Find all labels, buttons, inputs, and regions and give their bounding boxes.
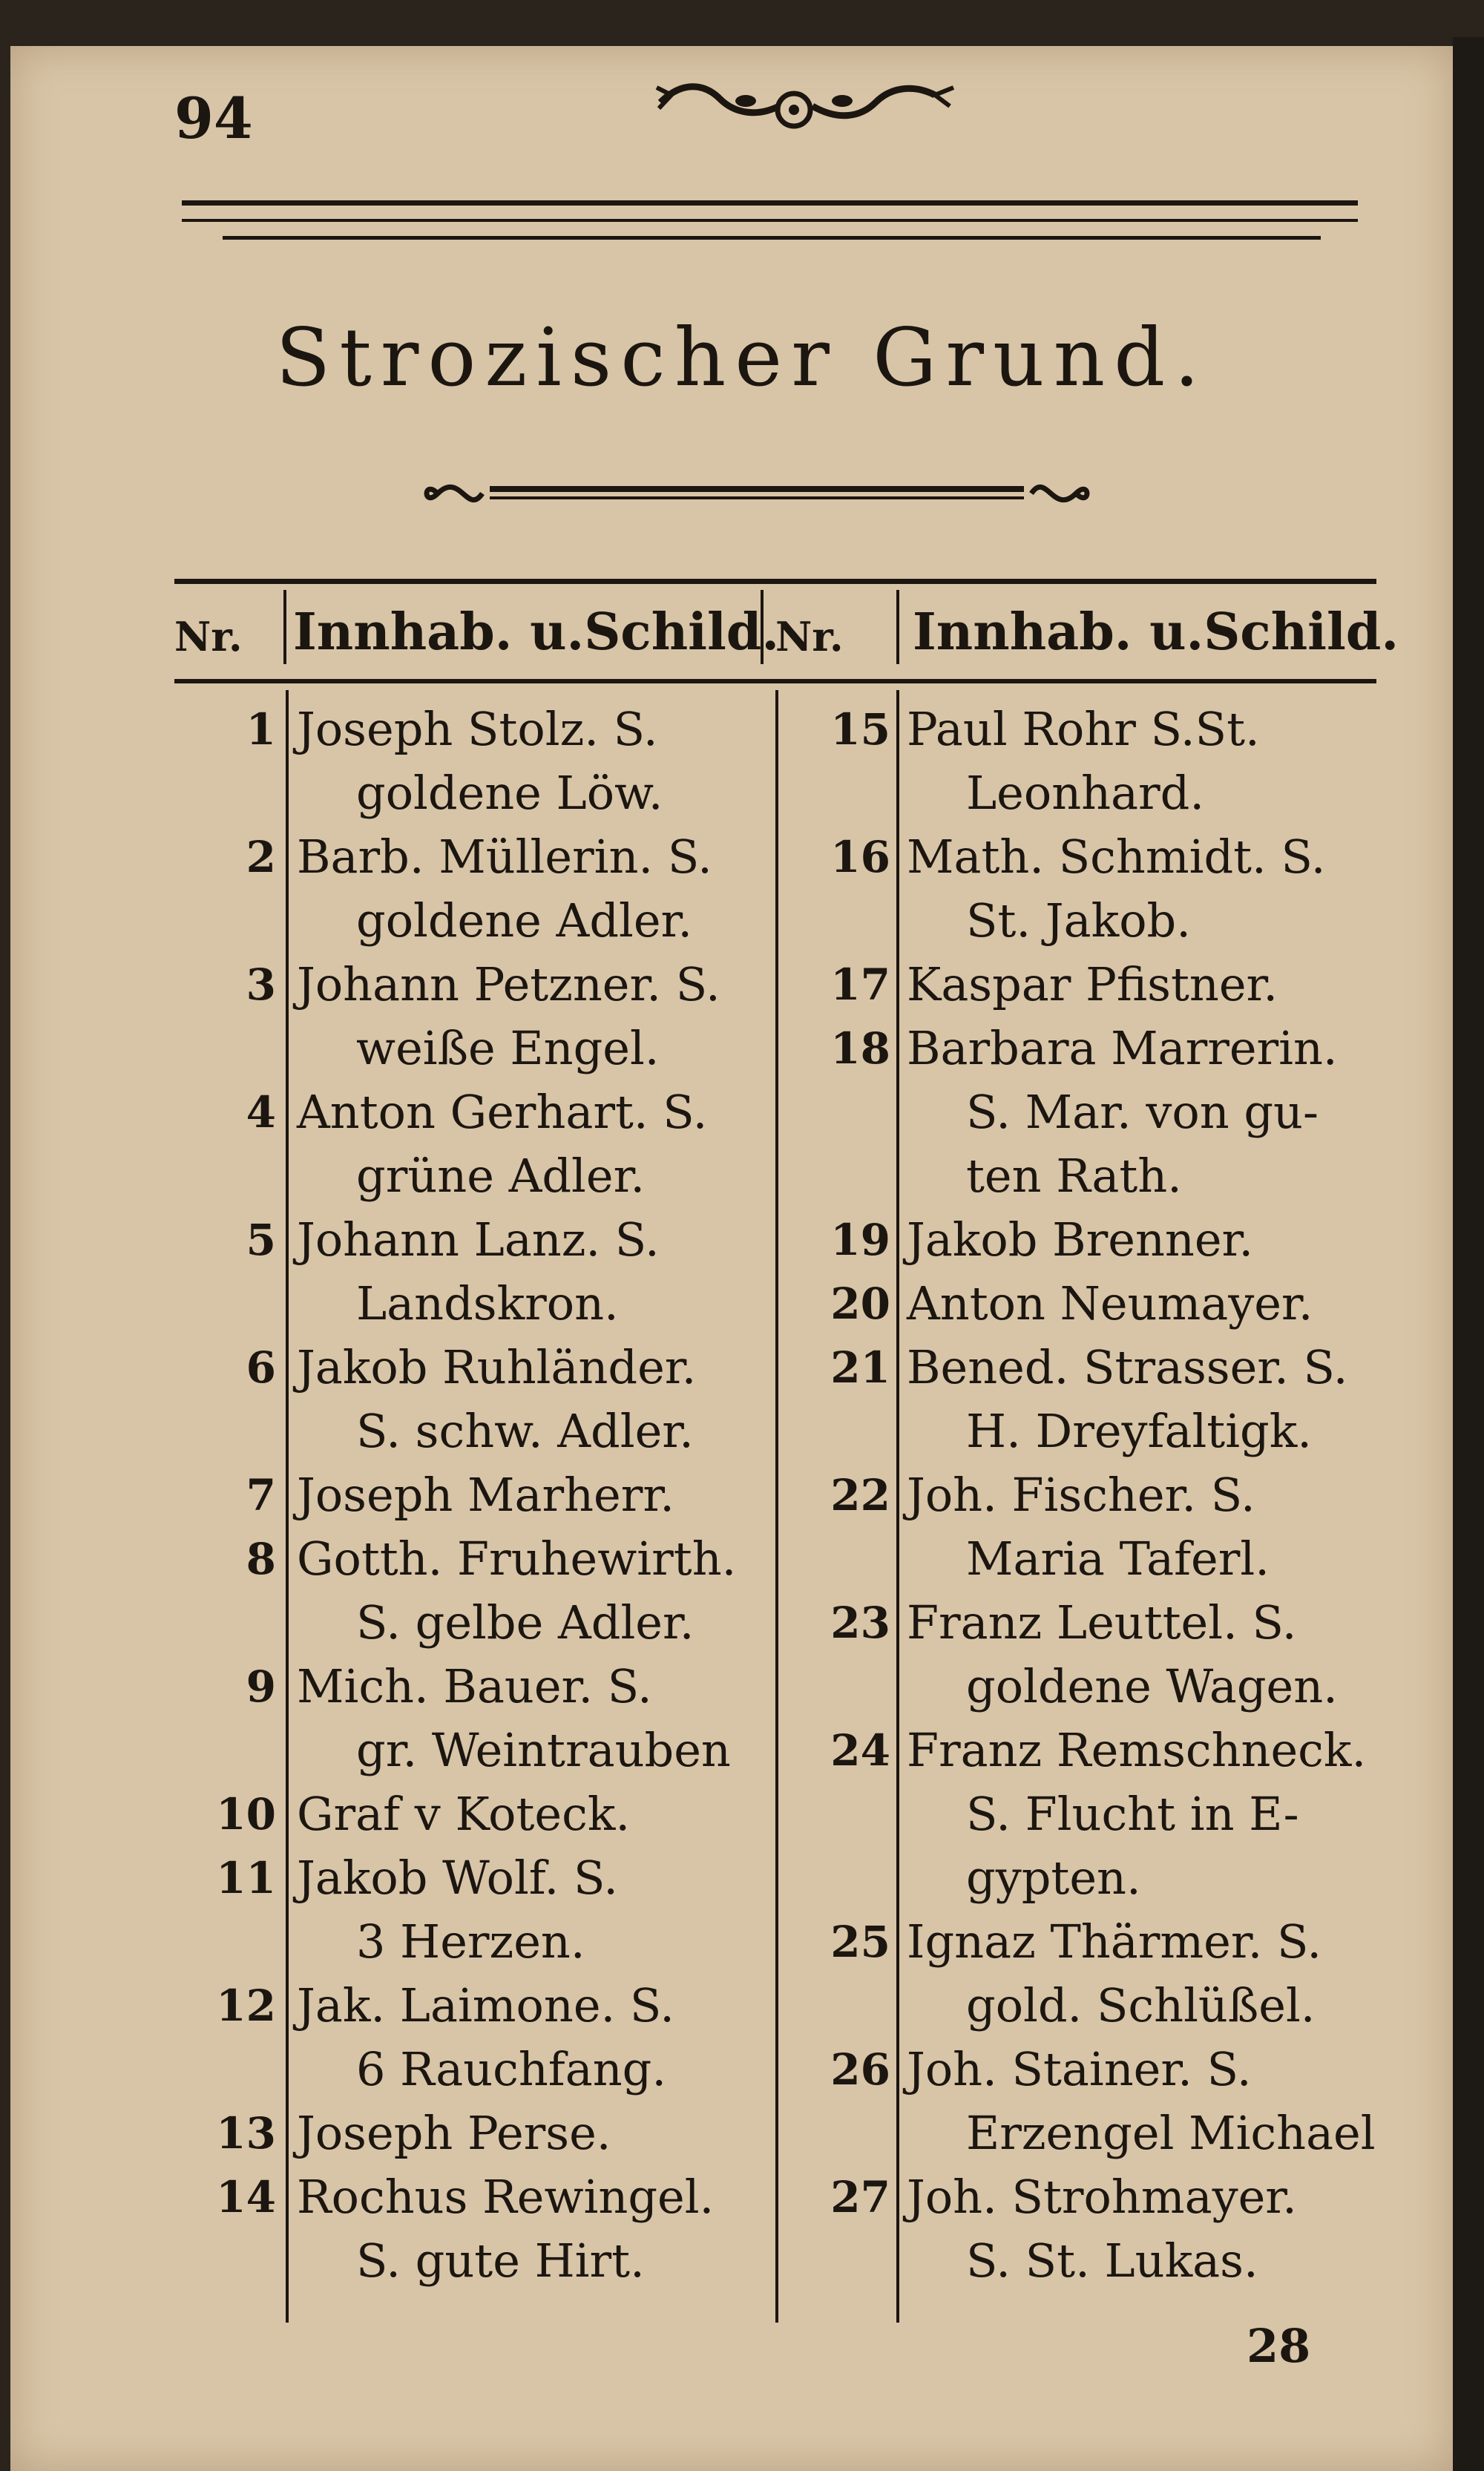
entry-sign: S. gelbe Adler. <box>356 1595 695 1650</box>
entry-inhabitant: Jakob Ruhländer. <box>297 1340 697 1394</box>
entry-inhabitant: Rochus Rewingel. <box>297 2170 715 2224</box>
entry-number: 17 <box>830 959 890 1010</box>
entry-sign: goldene Adler. <box>356 893 693 948</box>
column-header-inhabitant-2: Innhab. u.Schild. <box>913 603 1399 662</box>
entry-number: 20 <box>830 1279 890 1329</box>
header-divider <box>283 590 286 664</box>
entry-inhabitant: Johann Lanz. S. <box>297 1212 660 1267</box>
entry-inhabitant: Jakob Brenner. <box>907 1212 1254 1267</box>
entry-number: 10 <box>216 1789 276 1840</box>
column-header-nr-2: Nr. <box>775 613 844 660</box>
table-header-rule <box>174 679 1376 683</box>
entry-number: 14 <box>216 2172 276 2222</box>
entry-inhabitant: Franz Leuttel. S. <box>907 1595 1297 1650</box>
entry-sign: St. Jakob. <box>966 893 1191 948</box>
entry-number: 2 <box>246 832 276 882</box>
column-header-inhabitant: Innhab. u.Schild. <box>293 603 780 662</box>
entry-inhabitant: Bened. Strasser. S. <box>907 1340 1348 1394</box>
entry-number: 12 <box>216 1981 276 2031</box>
entry-number: 7 <box>246 1470 276 1520</box>
entry-number: 8 <box>246 1534 276 1584</box>
entry-inhabitant: Barbara Marrerin. <box>907 1021 1338 1075</box>
entry-inhabitant: Kaspar Pfistner. <box>907 957 1278 1011</box>
left-number-divider <box>286 690 289 2323</box>
entry-inhabitant: Jak. Laimone. S. <box>297 1978 674 2032</box>
entry-inhabitant: Joh. Fischer. S. <box>907 1468 1255 1522</box>
entry-number: 24 <box>830 1725 890 1776</box>
entry-sign: S. gute Hirt. <box>356 2234 645 2288</box>
entry-sign: goldene Wagen. <box>966 1659 1338 1713</box>
entry-number: 1 <box>246 704 276 755</box>
entry-number: 3 <box>246 959 276 1010</box>
page-title: Strozischer Grund. <box>275 312 1209 404</box>
page-number: 94 <box>174 85 253 151</box>
entry-number: 6 <box>246 1342 276 1393</box>
entry-inhabitant: Paul Rohr S.St. <box>907 702 1260 756</box>
entry-inhabitant: Franz Remschneck. <box>907 1723 1367 1777</box>
entry-sign: S. schw. Adler. <box>356 1404 694 1458</box>
entry-sign: S. Mar. von gu- <box>966 1085 1319 1139</box>
entry-sign: grüne Adler. <box>356 1149 646 1203</box>
entry-number: 15 <box>830 704 890 755</box>
entry-sign: H. Dreyfaltigk. <box>966 1404 1312 1458</box>
entry-inhabitant: Joseph Stolz. S. <box>297 702 658 756</box>
header-divider <box>761 590 764 664</box>
center-column-divider <box>775 690 778 2323</box>
entry-inhabitant: Joseph Perse. <box>297 2106 611 2160</box>
header-divider <box>896 590 899 664</box>
entry-number: 21 <box>830 1342 890 1393</box>
entry-number: 9 <box>246 1661 276 1712</box>
entry-number: 25 <box>830 1917 890 1967</box>
entry-inhabitant: Anton Gerhart. S. <box>297 1085 708 1139</box>
entry-inhabitant: Joh. Strohmayer. <box>907 2170 1297 2224</box>
entry-inhabitant: Jakob Wolf. S. <box>297 1851 618 1905</box>
entry-number: 27 <box>830 2172 890 2222</box>
entry-sign: Landskron. <box>356 1276 619 1330</box>
entry-sign: gold. Schlüßel. <box>966 1978 1316 2032</box>
entry-number: 13 <box>216 2108 276 2159</box>
entry-sign: 3 Herzen. <box>356 1914 585 1969</box>
entry-number: 11 <box>216 1853 276 1903</box>
table-top-rule <box>174 579 1376 584</box>
entry-sign: gr. Weintrauben <box>356 1723 731 1777</box>
entry-number: 4 <box>246 1087 276 1138</box>
entry-sign: 6 Rauchfang. <box>356 2042 667 2096</box>
entry-number: 16 <box>830 832 890 882</box>
entry-number: 18 <box>830 1023 890 1074</box>
entry-sign: goldene Löw. <box>356 766 663 820</box>
entry-inhabitant: Mich. Bauer. S. <box>297 1659 652 1713</box>
entry-inhabitant: Johann Petzner. S. <box>297 957 720 1011</box>
entry-inhabitant: Joseph Marherr. <box>297 1468 674 1522</box>
header-double-rule <box>182 200 1358 222</box>
entry-sign: S. St. Lukas. <box>966 2234 1258 2288</box>
right-number-divider <box>896 690 899 2323</box>
entry-inhabitant: Joh. Stainer. S. <box>907 2042 1252 2096</box>
header-thin-rule <box>223 236 1321 240</box>
entry-sign: Erzengel Michael <box>966 2106 1376 2160</box>
entry-sign: S. Flucht in E- <box>966 1787 1299 1841</box>
entry-inhabitant: Ignaz Thärmer. S. <box>907 1914 1322 1969</box>
entry-number: 26 <box>830 2044 890 2095</box>
column-header-nr: Nr. <box>174 613 243 660</box>
divider-ornament-icon <box>416 464 1098 523</box>
entry-number: 22 <box>830 1470 890 1520</box>
entry-sign: ten Rath. <box>966 1149 1182 1203</box>
entry-inhabitant: Anton Neumayer. <box>907 1276 1313 1330</box>
entry-inhabitant: Barb. Müllerin. S. <box>297 830 712 884</box>
entry-sign: Maria Taferl. <box>966 1532 1270 1586</box>
catchword: 28 <box>1247 2319 1311 2373</box>
entry-sign: weiße Engel. <box>356 1021 660 1075</box>
entry-sign: gypten. <box>966 1851 1141 1905</box>
entry-inhabitant: Math. Schmidt. S. <box>907 830 1326 884</box>
entry-number: 19 <box>830 1215 890 1265</box>
entry-number: 5 <box>246 1215 276 1265</box>
entry-sign: Leonhard. <box>966 766 1205 820</box>
floral-ornament-icon <box>653 65 965 147</box>
entry-inhabitant: Graf v Koteck. <box>297 1787 631 1841</box>
entry-number: 23 <box>830 1598 890 1648</box>
entry-inhabitant: Gotth. Fruhewirth. <box>297 1532 737 1586</box>
